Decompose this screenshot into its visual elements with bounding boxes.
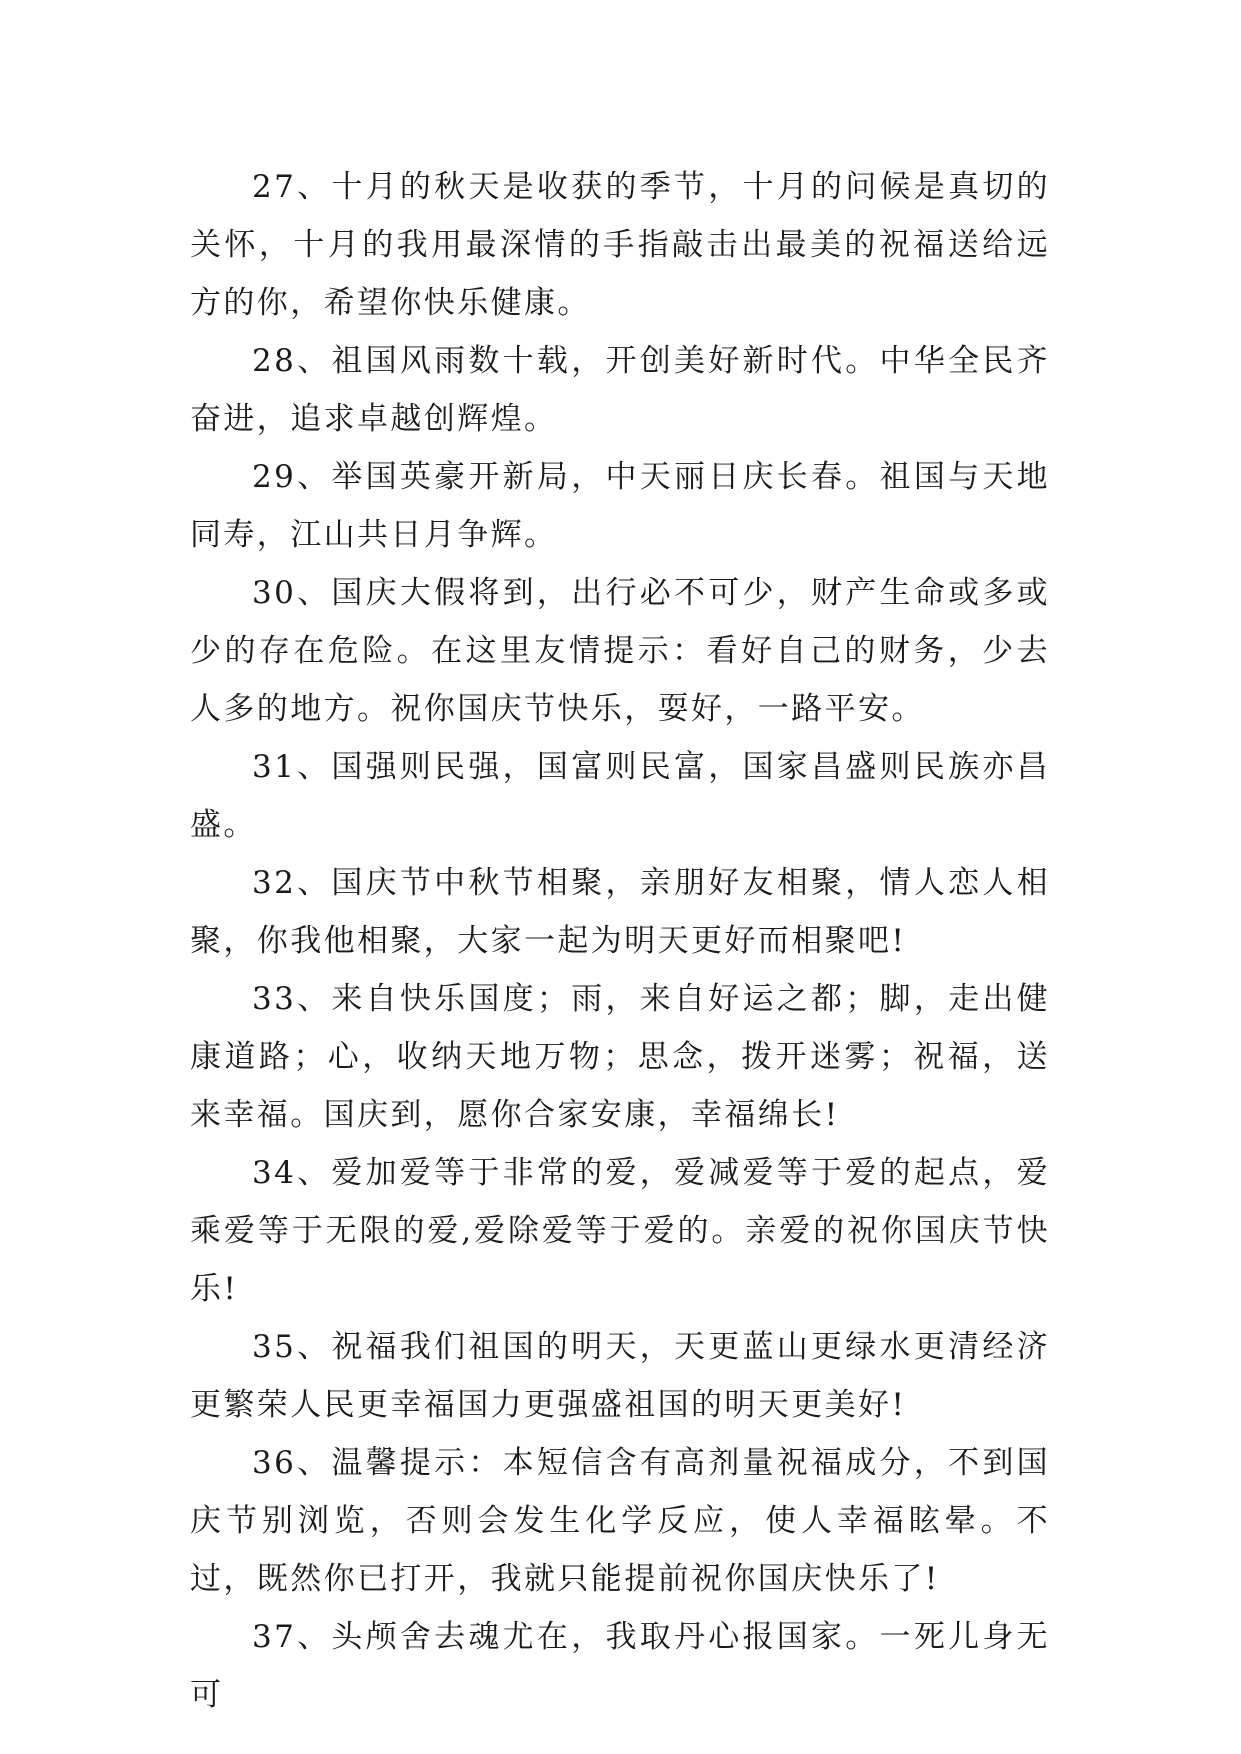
paragraph-33: 33、来自快乐国度；雨，来自好运之都；脚，走出健康道路；心，收纳天地万物；思念，拨开迷雾；祝福，送来幸福。国庆到，愿你合家安康，幸福绵长! <box>190 981 1050 1133</box>
paragraph-34: 34、爱加爱等于非常的爱，爱减爱等于爱的起点，爱乘爱等于无限的爱,爱除爱等于爱的。亲爱的祝你国庆节快乐! <box>190 1155 1050 1307</box>
paragraph-37: 37、头颅舍去魂尤在，我取丹心报国家。一死儿身无可 <box>190 1619 1050 1713</box>
paragraph-36: 36、温馨提示：本短信含有高剂量祝福成分，不到国庆节别浏览，否则会发生化学反应，使人幸福眩晕。不过，既然你已打开，我就只能提前祝你国庆快乐了! <box>190 1445 1050 1597</box>
paragraph-29: 29、举国英豪开新局，中天丽日庆长春。祖国与天地同寿，江山共日月争辉。 <box>190 459 1050 553</box>
paragraph-32: 32、国庆节中秋节相聚，亲朋好友相聚，情人恋人相聚，你我他相聚，大家一起为明天更好而相聚吧! <box>190 865 1050 959</box>
document-body <box>190 158 1050 1724</box>
paragraph-35: 35、祝福我们祖国的明天，天更蓝山更绿水更清经济更繁荣人民更幸福国力更强盛祖国的明天更美好! <box>190 1329 1050 1423</box>
paragraph-28: 28、祖国风雨数十载，开创美好新时代。中华全民齐奋进，追求卓越创辉煌。 <box>190 343 1050 437</box>
paragraph-27: 27、十月的秋天是收获的季节，十月的问候是真切的关怀，十月的我用最深情的手指敲击出最美的祝福送给远方的你，希望你快乐健康。 <box>190 169 1050 321</box>
paragraph-31: 31、国强则民强，国富则民富，国家昌盛则民族亦昌盛。 <box>190 749 1050 843</box>
paragraph-30: 30、国庆大假将到，出行必不可少，财产生命或多或少的存在危险。在这里友情提示：看好自己的财务，少去人多的地方。祝你国庆节快乐，耍好，一路平安。 <box>190 575 1050 727</box>
